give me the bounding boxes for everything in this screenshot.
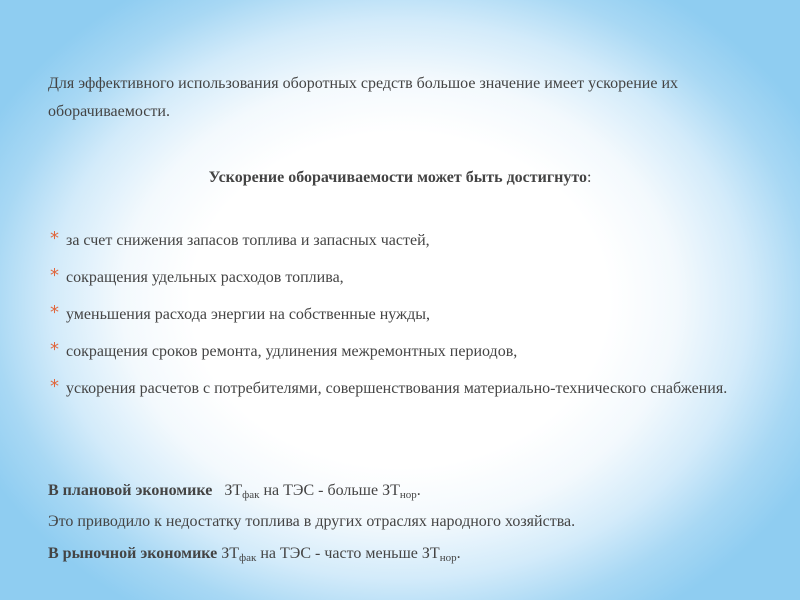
list-item-text: за счет снижения запасов топлива и запасных частей, (66, 232, 430, 249)
asterisk-bullet-icon: * (50, 339, 59, 360)
zt-term: ЗТ (382, 482, 400, 499)
subscript-fact: фак (242, 489, 260, 501)
subtitle-text: Ускорение оборачиваемости может быть достигнуто (208, 169, 587, 186)
sentence-end: . (456, 545, 461, 562)
asterisk-bullet-icon: * (50, 228, 59, 249)
zt-term: ЗТ (221, 545, 239, 562)
list-item (48, 265, 748, 290)
zt-term: ЗТ (224, 482, 243, 499)
asterisk-bullet-icon: * (50, 265, 59, 286)
comparison-text: на ТЭС - больше (259, 482, 383, 499)
subtitle (0, 164, 800, 192)
planned-economy-line (48, 477, 748, 505)
asterisk-bullet-icon: * (50, 376, 59, 397)
planned-economy-label: В плановой экономике (48, 482, 213, 499)
market-economy-label: В рыночной экономике (48, 545, 218, 562)
bullet-list (48, 228, 748, 413)
list-item (48, 228, 748, 253)
zt-term: ЗТ (421, 545, 440, 562)
list-item (48, 339, 748, 364)
list-item-text: сокращения сроков ремонта, удлинения межремонтных периодов, (66, 343, 518, 360)
list-item (48, 302, 748, 327)
list-item-text: ускорения расчетов с потребителями, совершенствования материально-технического снабжения. (66, 380, 728, 397)
comparison-text: на ТЭС - часто меньше (256, 545, 422, 562)
list-item-text: сокращения удельных расходов топлива, (66, 269, 344, 286)
subscript-norm: нор (439, 552, 457, 564)
list-item (48, 376, 748, 401)
market-economy-line (48, 540, 748, 568)
subscript-fact: фак (239, 552, 257, 564)
list-item-text: уменьшения расхода энергии на собственные нужды, (66, 306, 430, 323)
sentence-end: . (416, 482, 421, 499)
shortage-line: Это приводило к недостатку топлива в других отраслях народного хозяйства. (48, 513, 576, 530)
subscript-norm: нор (399, 489, 417, 501)
intro-paragraph: Для эффективного использования оборотных средств большое значение имеет ускорение их оборачиваемости. (48, 75, 679, 120)
subtitle-colon: : (586, 169, 592, 186)
asterisk-bullet-icon: * (50, 302, 59, 323)
